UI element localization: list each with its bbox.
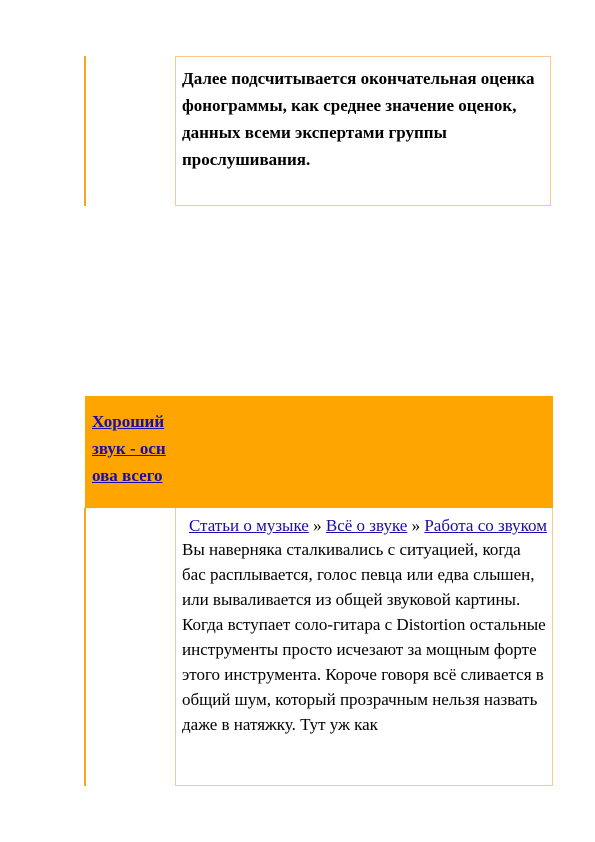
left-rule-bottom <box>84 508 86 786</box>
breadcrumb-separator: » <box>411 516 421 535</box>
breadcrumb-link-all-about-sound[interactable]: Всё о звуке <box>325 516 408 535</box>
note-box <box>175 56 551 206</box>
section-banner <box>85 396 553 508</box>
breadcrumb-link-working-with-sound[interactable]: Работа со звуком <box>424 516 547 535</box>
breadcrumb-separator: » <box>313 516 322 535</box>
note-text: Далее подсчитывается окончательная оценка фонограммы, как среднее значение оценок, данных всеми экспертами группы прослушивания. <box>182 69 535 169</box>
breadcrumb <box>182 514 547 537</box>
left-rule-top <box>84 56 86 206</box>
breadcrumb-link-music-articles[interactable]: Статьи о музыке <box>188 516 309 535</box>
article-text: Вы наверняка сталкивались с ситуацией, когда бас расплывается, голос певца или едва слышен, или вываливается из общей звуковой картины. Когда вступает соло-гитара с Distortion остальные инструменты просто исчезают за мощным форте этого инструмента. Короче говоря всё сливается в общий шум, который прозрачным нельзя назвать даже в натяжку. Тут уж как <box>182 540 546 734</box>
article-box <box>175 508 553 786</box>
section-title-link[interactable]: Хороший звук - основа всего <box>92 412 166 485</box>
